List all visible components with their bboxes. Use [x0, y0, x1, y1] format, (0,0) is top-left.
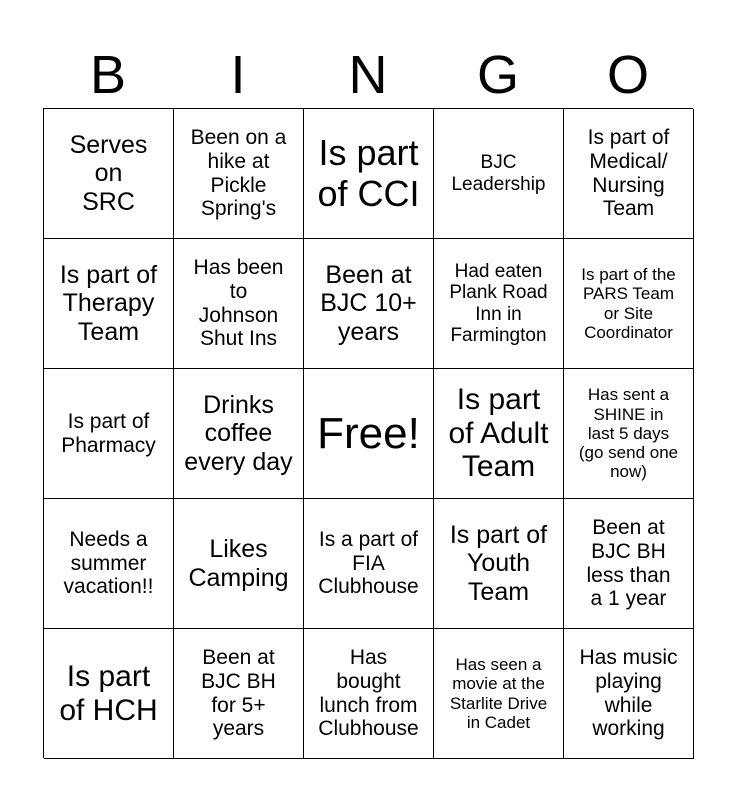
bingo-cell-r4c3[interactable] — [304, 499, 434, 629]
header-letter-i: I — [230, 45, 246, 105]
cell-text: Is part of CCI — [317, 131, 420, 214]
bingo-cell-r1c4[interactable] — [434, 109, 564, 239]
bingo-cell-r4c2[interactable] — [174, 499, 304, 629]
header-letter-n: N — [348, 45, 388, 105]
bingo-cell-r2c5[interactable] — [564, 239, 694, 369]
bingo-cell-r1c1[interactable] — [44, 109, 174, 239]
bingo-cell-r5c1[interactable] — [44, 629, 174, 759]
bingo-cell-r4c5[interactable] — [564, 499, 694, 629]
header-letter-o: O — [606, 45, 649, 105]
cell-text: Been at BJC 10+ years — [320, 261, 417, 346]
cell-text: Has music playing while working — [579, 646, 678, 741]
cell-text: Likes Camping — [188, 535, 289, 592]
cell-text: Been at BJC BH for 5+ years — [201, 646, 276, 741]
bingo-cell-r1c5[interactable] — [564, 109, 694, 239]
bingo-cell-r2c3[interactable] — [304, 239, 434, 369]
cell-text: Is part of the PARS Team or Site Coordinator — [581, 265, 676, 342]
cell-text: Is part of Medical/ Nursing Team — [587, 126, 670, 221]
cell-text: Is part of HCH — [59, 659, 158, 727]
cell-text: Has been to Johnson Shut Ins — [193, 256, 284, 351]
bingo-cell-r4c4[interactable] — [434, 499, 564, 629]
cell-text: Is part of Therapy Team — [59, 261, 158, 346]
bingo-grid — [43, 108, 693, 758]
bingo-cell-r3c5[interactable] — [564, 369, 694, 499]
bingo-cell-r5c5[interactable] — [564, 629, 694, 759]
bingo-cell-r5c2[interactable] — [174, 629, 304, 759]
bingo-cell-r2c4[interactable] — [434, 239, 564, 369]
bingo-cell-r3c2[interactable] — [174, 369, 304, 499]
bingo-cell-r5c3[interactable] — [304, 629, 434, 759]
bingo-cell-r3c3-free[interactable] — [304, 369, 434, 499]
cell-text: Has sent a SHINE in last 5 days (go send one now) — [578, 385, 679, 482]
bingo-cell-r2c2[interactable] — [174, 239, 304, 369]
cell-text: Has seen a movie at the Starlite Drive in Cadet — [449, 655, 548, 732]
cell-text: Is part of Youth Team — [449, 521, 548, 606]
bingo-cell-r1c3[interactable] — [304, 109, 434, 239]
cell-text: Had eaten Plank Road Inn in Farmington — [449, 260, 548, 346]
cell-text: Serves on SRC — [69, 131, 148, 216]
cell-text: Needs a summer vacation!! — [63, 527, 154, 599]
cell-text: Been on a hike at Pickle Spring's — [190, 126, 287, 221]
bingo-cell-r1c2[interactable] — [174, 109, 304, 239]
bingo-cell-r4c1[interactable] — [44, 499, 174, 629]
cell-text: Has bought lunch from Clubhouse — [318, 646, 419, 741]
cell-text: Been at BJC BH less than a 1 year — [586, 516, 671, 611]
cell-text: Is part of Pharmacy — [61, 409, 156, 457]
bingo-cell-r3c1[interactable] — [44, 369, 174, 499]
bingo-cell-r2c1[interactable] — [44, 239, 174, 369]
bingo-header — [43, 40, 693, 110]
cell-text: BJC Leadership — [451, 152, 546, 195]
free-space-text: Free! — [317, 408, 420, 458]
bingo-cell-r3c4[interactable] — [434, 369, 564, 499]
header-letter-b: B — [89, 45, 127, 105]
header-letter-g: G — [476, 45, 519, 105]
bingo-cell-r5c4[interactable] — [434, 629, 564, 759]
cell-text: Drinks coffee every day — [184, 391, 293, 476]
cell-text: Is a part of FIA Clubhouse — [318, 527, 419, 599]
cell-text: Is part of Adult Team — [448, 382, 549, 484]
